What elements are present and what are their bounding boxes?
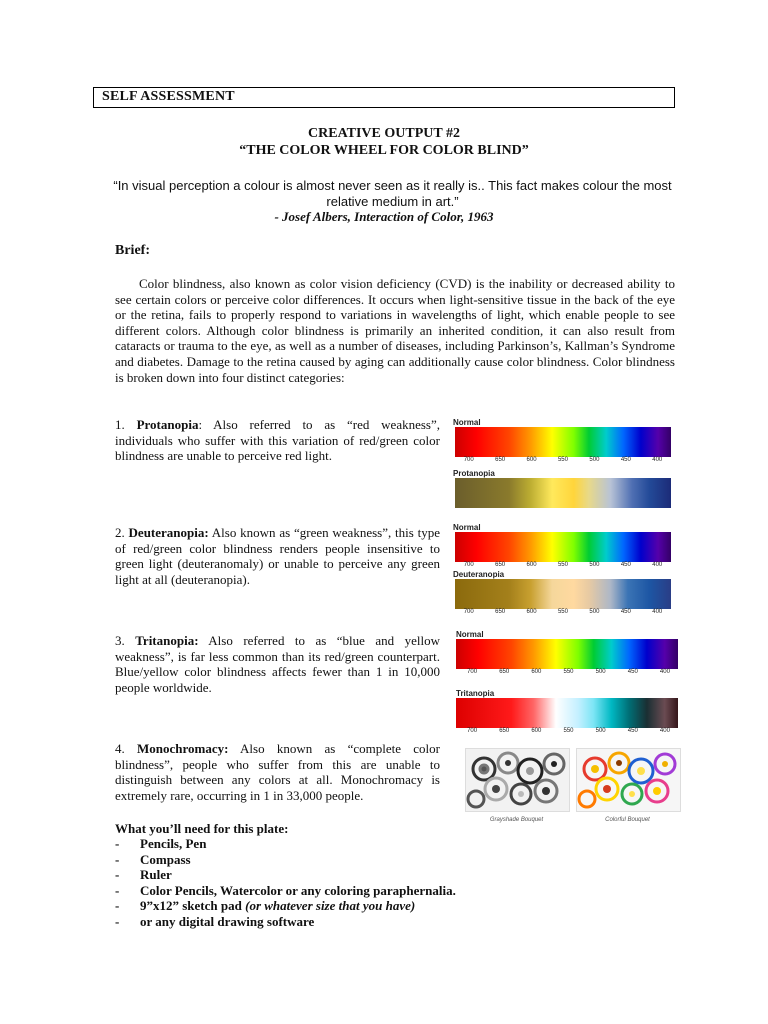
spectrum-label: Protanopia (453, 469, 495, 478)
list-item: - Compass (115, 852, 456, 868)
materials-list (115, 836, 456, 930)
grayscale-bouquet-image (465, 748, 570, 812)
quote-attribution: - Josef Albers, Interaction of Color, 1963 (274, 209, 494, 224)
section-header (93, 87, 675, 108)
bouquet-figure (465, 748, 679, 823)
list-item: - Pencils, Pen (115, 836, 456, 852)
brief-heading: Brief: (115, 243, 150, 258)
spectrum-protanopia-figure (453, 418, 673, 508)
type-number: 3. (115, 633, 136, 648)
type-monochromacy (115, 741, 440, 803)
type-desc: Also known as “green weakness”, this type of red/green color blindness renders people insensitive to green light (deuteranomaly) or unable to perceive any green light at all (deuteranopia). (115, 525, 440, 587)
grayscale-bouquet-caption: Grayshade Bouquet (489, 817, 544, 823)
type-deuteranopia (115, 525, 440, 587)
spectrum-ticks: 700 650 600 550 500 450 400 (463, 609, 663, 615)
spectrum-bar-normal (455, 427, 671, 457)
type-number: 2. (115, 525, 129, 540)
type-desc: Also referred to as “blue and yellow weakness”, is far less common than its red/green counterpart. Blue/yellow color blindness affects fewer than 1 in 10,000 people worldwide. (115, 633, 440, 695)
spectrum-bar-deuteranopia (455, 579, 671, 609)
spectrum-label: Normal (453, 523, 481, 532)
spectrum-bar-protanopia (455, 478, 671, 508)
colorful-bouquet-image (576, 748, 681, 812)
spectrum-bar-normal (456, 639, 678, 669)
spectrum-tritanopia-figure (456, 630, 681, 734)
list-item: - Ruler (115, 867, 456, 883)
spectrum-bar-tritanopia (456, 698, 678, 728)
spectrum-label: Deuteranopia (453, 570, 505, 579)
title-line-2: “THE COLOR WHEEL FOR COLOR BLIND” (239, 143, 529, 158)
type-name: Deuteranopia: (128, 525, 209, 540)
type-desc: Also known as “complete color blindness”, people who suffer from this are unable to distinguish between any colors at all. Monochromacy is extremely rare, occurring in 1 in 33,000 people. (115, 741, 440, 803)
type-number: 4. (115, 741, 138, 756)
list-item: - Color Pencils, Watercolor or any coloring paraphernalia. (115, 883, 456, 899)
spectrum-label: Normal (453, 418, 481, 427)
list-item: - or any digital drawing software (115, 914, 456, 930)
type-number: 1. (115, 417, 137, 432)
spectrum-ticks: 700 650 600 550 500 450 400 (463, 457, 663, 463)
brief-paragraph: Color blindness, also known as color vision deficiency (CVD) is the inability or decreased ability to see certain colors or perceive color differences. It occurs when light-sensitive tissue in the back of the eye or the retina, fails to properly respond to variations in wavelengths of light, which enable people to see different colors. Although color blindness is primarily an inherited condition, it can also result from cataracts or trauma to the eye, as well as a number of diseases, including Parkinson’s, Kallman’s Syndrome and diabetes. Damage to the retina caused by aging can additionally cause color blindness. Color blindness is broken down into four distinct categories: (115, 276, 675, 385)
spectrum-label: Normal (456, 630, 484, 639)
type-name: Protanopia (136, 417, 199, 432)
spectrum-deuteranopia-figure (453, 523, 673, 615)
spectrum-label: Tritanopia (456, 689, 495, 698)
colorful-bouquet-caption: Colorful Bouquet (605, 817, 650, 823)
type-name: Tritanopia: (135, 633, 199, 648)
type-protanopia: 1. Protanopia: Also referred to as “red weakness”, individuals who suffer with this variation of red/green color blindness are unable to perceive red light. (115, 417, 441, 464)
section-header-label: SELF ASSESSMENT (102, 89, 235, 104)
materials-heading: What you’ll need for this plate: (115, 821, 289, 836)
spectrum-bar-normal (455, 532, 671, 562)
spectrum-ticks: 700 650 600 550 500 450 400 (463, 562, 663, 568)
spectrum-ticks: 700 650 600 550 500 450 400 (467, 669, 670, 675)
type-tritanopia (115, 633, 440, 695)
quote-text: “In visual perception a colour is almost never seen as it really is.. This fact makes colour the most relative medium in art.” (113, 178, 672, 209)
type-desc: Also referred to as “red weakness”, individuals who suffer with this variation of red/green color blindness are unable to perceive red light. (115, 417, 441, 464)
list-item: - 9”x12” sketch pad (or whatever size that you have) (115, 898, 456, 914)
type-name: Monochromacy: (137, 741, 229, 756)
sketch-note: (or whatever size that you have) (245, 898, 416, 914)
title-line-1: CREATIVE OUTPUT #2 (308, 126, 460, 141)
spectrum-ticks: 700 650 600 550 500 450 400 (467, 728, 670, 734)
